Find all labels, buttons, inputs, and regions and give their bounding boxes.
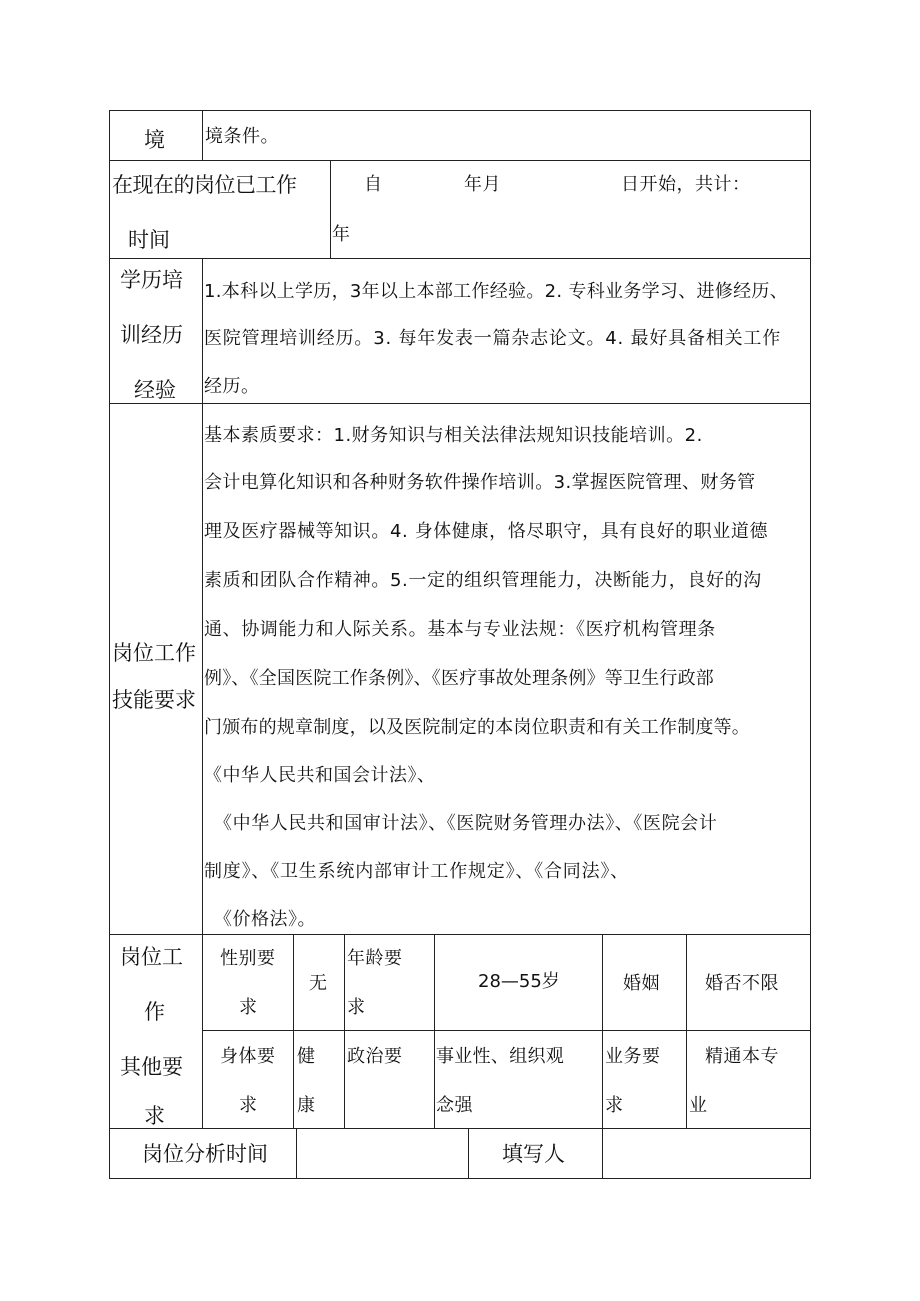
health-value-line: 健 [297,1046,316,1067]
education-text-line: 医院管理培训经历。3. 每年发表一篇杂志论文。4. 最好具备相关工作 [204,328,781,349]
analysis-time-field[interactable] [298,1130,466,1176]
grid-line [202,258,203,1128]
health-value-line: 康 [297,1095,316,1116]
skills-text-line: 素质和团队合作精神。5.一定的组织管理能力，决断能力，良好的沟 [204,570,762,591]
education-text-line: 经历。 [204,376,260,397]
gender-label-line: 求 [239,997,258,1018]
skills-text-line: 理及医疗器械等知识。4. 身体健康，恪尽职守，具有良好的职业道德 [204,521,769,542]
age-label-line: 求 [347,997,366,1018]
grid-line [109,403,810,404]
business-label-line: 业务要 [605,1046,661,1067]
grid-line [109,110,110,1179]
skills-text-line: 制度》、《卫生系统内部审计工作规定》、《合同法》、 [204,861,629,882]
grid-line [344,934,345,1128]
other-label-line: 其他要 [120,1055,183,1079]
grid-line [109,160,810,161]
filler-field[interactable] [604,1130,808,1176]
other-label-line: 作 [144,1000,165,1024]
environment-label: 境 [144,128,165,152]
grid-line [109,1178,810,1179]
marriage-label: 婚姻 [623,973,660,994]
age-value: 28—55岁 [478,971,560,992]
business-value-line: 精通本专 [705,1046,779,1067]
skills-text-line: 基本素质要求：1.财务知识与相关法律法规知识技能培训。2. [204,425,703,446]
skills-label-line: 技能要求 [112,688,196,712]
marriage-value: 婚否不限 [705,973,779,994]
tenure-day-total: 日开始，共计： [621,174,751,195]
skills-text-line: 门颁布的规章制度，以及医院制定的本岗位职责和有关工作制度等。 [204,717,750,738]
skills-text-line: 通、协调能力和人际关系。基本与专业法规：《医疗机构管理条 [204,619,716,640]
grid-line [602,1128,603,1178]
tenure-label-line2: 时间 [128,228,170,252]
grid-line [602,934,603,1128]
skills-text-line: 《价格法》。 [214,909,316,930]
political-value-line: 念强 [436,1095,473,1116]
grid-line [109,934,810,935]
analysis-time-label: 岗位分析时间 [142,1142,268,1166]
business-value-line: 业 [689,1095,708,1116]
business-label-line: 求 [605,1095,624,1116]
skills-text-line: 例》、《全国医院工作条例》、《医疗事故处理条例》等卫生行政部 [204,668,714,689]
skills-text-line: 《中华人民共和国审计法》、《医院财务管理办法》、《医院会计 [214,813,718,834]
gender-value: 无 [309,973,328,994]
skills-label-line: 岗位工作 [112,641,196,665]
education-label-line: 经验 [134,378,176,402]
education-text-line: 1.本科以上学历，3年以上本部工作经验。2. 专科业务学习、进修经历、 [204,281,789,302]
other-label-clip [140,1104,180,1128]
tenure-from: 自 [364,174,383,195]
gender-label-line: 性别要 [220,948,276,969]
skills-text-line: 会计电算化知识和各种财务软件操作培训。3.掌握医院管理、财务管 [204,472,756,493]
grid-line [296,1128,297,1178]
environment-value: 境条件。 [205,126,279,147]
political-label: 政治要 [347,1046,403,1067]
tenure-label-line1: 在现在的岗位已工作 [112,173,297,197]
other-label-line: 岗位工 [120,945,183,969]
grid-line [686,934,687,1128]
grid-line [810,110,811,1179]
grid-line [293,934,294,1128]
grid-line [202,110,203,160]
tenure-years: 年 [332,224,351,245]
political-value-line: 事业性、组织观 [436,1046,565,1067]
grid-line [330,160,331,258]
grid-line [434,934,435,1128]
other-label-line: 求 [144,1104,165,1128]
grid-line [109,1128,810,1129]
grid-line [109,110,810,111]
skills-text-line: 《中华人民共和国会计法》、 [204,765,436,786]
education-label-line: 学历培 [120,268,183,292]
health-label-line: 身体要 [220,1046,276,1067]
age-label-line: 年龄要 [347,948,403,969]
education-label-line: 训经历 [120,323,183,347]
tenure-year-month: 年月 [464,174,501,195]
filler-label: 填写人 [502,1142,565,1166]
health-label-line: 求 [239,1095,258,1116]
grid-line [468,1128,469,1178]
grid-line [109,258,810,259]
